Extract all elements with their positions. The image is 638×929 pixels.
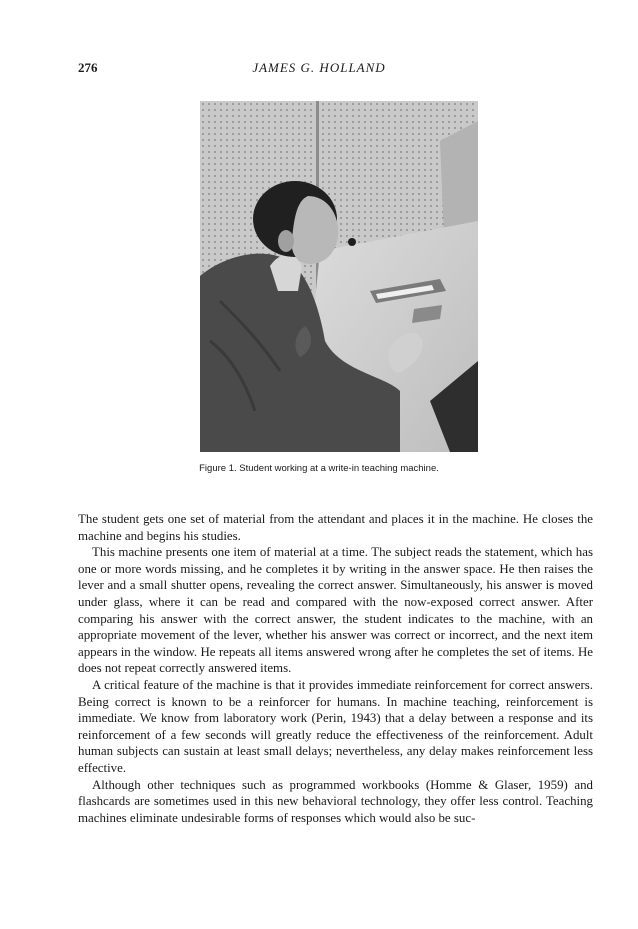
page-number: 276 xyxy=(78,60,98,75)
body-text xyxy=(78,511,593,826)
running-head-author: JAMES G. HOLLAND xyxy=(252,60,386,75)
paragraph: Although other techniques such as programmed workbooks (Homme & Glaser, 1959) and flashcards are sometimes used in this new behavioral technology, they offer less control. Teaching machines eliminate undesirable forms of responses which would also be suc- xyxy=(78,777,593,825)
paragraph: The student gets one set of material from the attendant and places it in the machine. He closes the machine and begins his studies. xyxy=(78,512,593,543)
figure-photo xyxy=(200,101,478,452)
paragraph: This machine presents one item of material at a time. The subject reads the statement, which has one or more words missing, and he completes it by writing in the answer space. He then raises the lever and a small shutter opens, revealing the correct answer. Simultaneously, his answer is moved under glass, where it can be read and compared with the now-exposed correct answer. After comparing his answer with the correct answer, the student indicates to the machine, with an appropriate movement of the lever, whether his answer was correct or incorrect, and the next item appears in the window. He repeats all items answered wrong after he completes the set of items. He does not repeat correctly answered items. xyxy=(78,545,593,676)
figure-caption: Figure 1. Student working at a write-in teaching machine. xyxy=(199,463,439,474)
paragraph: A critical feature of the machine is that it provides immediate reinforcement for correct answers. Being correct is known to be a reinforcer for humans. In machine teaching, reinforcement is immediate. We know from laboratory work (Perin, 1943) that a delay between a response and its reinforcement of a few seconds will greatly reduce the effectiveness of the reinforcement. Adult human subjects can sustain at least small delays; nevertheless, any delay makes reinforcement less effective. xyxy=(78,677,593,775)
